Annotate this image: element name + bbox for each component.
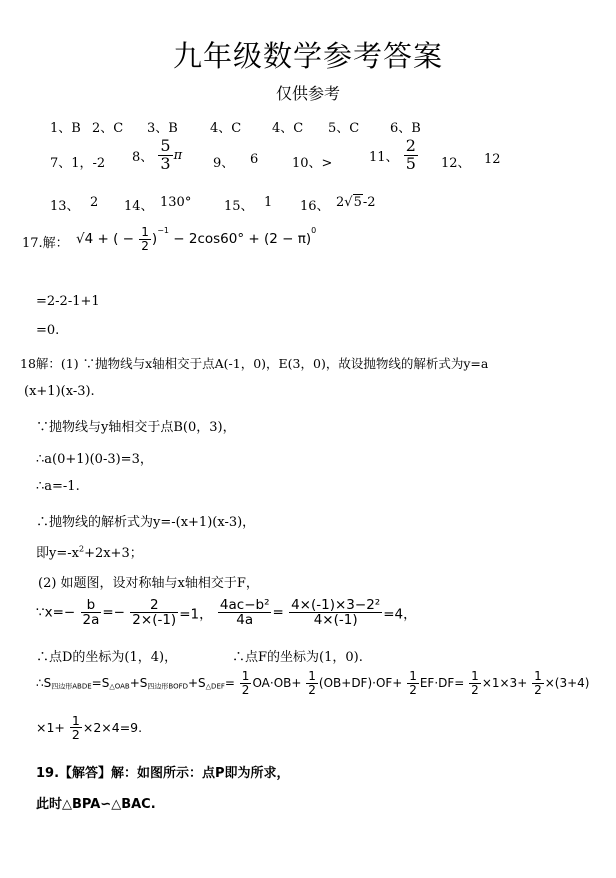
answer-14-value: 130°	[160, 195, 192, 210]
q18-l11-s1-sub: 四边形ABDE	[51, 682, 92, 691]
q17-expr-c: − 2cos60° + (2 − π)	[168, 231, 312, 248]
answer-8-fraction	[158, 138, 172, 173]
q18-l11-s2: =S	[91, 676, 110, 691]
answer-9-value: 6	[250, 152, 259, 167]
answer-7: 7、1，-2	[50, 156, 106, 171]
q18-frac-vertex	[218, 598, 272, 627]
q18-f3-num: 4ac−b²	[219, 597, 270, 613]
q18-l11-s2-sub: △OAB	[109, 682, 130, 691]
half-num: 1	[308, 669, 316, 683]
q18-line6: ∴抛物线的解析式为y=-(x+1)(x-3)，	[36, 515, 256, 530]
q18-l11-half-4	[469, 670, 481, 696]
half-den: 2	[409, 682, 417, 697]
answer-14-label: 14、	[124, 199, 154, 214]
q18-line2: (x+1)(x-3).	[24, 384, 95, 399]
q18-l9-mid1: =−	[102, 604, 125, 621]
answer-8-denominator: 3	[160, 153, 171, 173]
page-title: 九年级数学参考答案	[172, 39, 443, 73]
answer-8-numerator: 5	[160, 136, 171, 155]
answer-8	[132, 138, 182, 173]
answer-8-suffix: π	[173, 147, 183, 163]
answer-11	[369, 138, 419, 173]
half-num: 1	[241, 669, 250, 683]
q18-f4-num: 4×(-1)×3−2²	[291, 597, 381, 613]
answer-1: 1、B	[50, 121, 81, 136]
q18-l11-half-1	[240, 670, 252, 696]
q18-f4-den: 4×(-1)	[313, 612, 358, 629]
q18-line1: 18解：(1) ∵抛物线与x轴相交于点A(-1，0)，E(3，0)，故设抛物线的解析式为y=a	[20, 356, 489, 371]
answer-11-fraction	[404, 138, 418, 173]
answer-11-label: 11、	[369, 149, 399, 165]
answer-16-rest: -2	[362, 195, 376, 210]
q17-label: 17.解：	[22, 236, 69, 251]
q18-l9-pre: ∵x=−	[36, 604, 76, 621]
q18-l11-s3: +S	[129, 676, 148, 691]
q18-l11-eq: =	[224, 676, 235, 691]
half-den: 2	[241, 682, 250, 697]
answer-9-label: 9、	[213, 156, 235, 171]
half-den: 2	[471, 682, 479, 697]
q18-line9	[36, 598, 417, 627]
half-den: 2	[308, 682, 316, 697]
q17-exp2: 0	[311, 226, 317, 236]
q17-exp: −1	[157, 226, 169, 236]
q18-f1-num: b	[81, 598, 102, 613]
q18-line7	[36, 542, 143, 561]
answer-15-value: 1	[264, 195, 273, 210]
q18-frac-2	[130, 598, 178, 627]
q18-frac-b-2a	[81, 598, 102, 627]
q18-l11-s3-sub: 四边形BOFD	[147, 682, 188, 691]
q18-line10b: ∴点F的坐标为(1，0).	[232, 650, 363, 665]
answer-3: 3、B	[147, 121, 178, 136]
answer-12-value: 12	[484, 152, 501, 167]
q19-line2: 此时△BPA∽△BAC.	[36, 797, 156, 812]
q18-f2-den: 2×(-1)	[132, 612, 177, 629]
q18-l11-t3: EF·DF=	[419, 676, 465, 691]
sqrt-icon: √	[344, 195, 353, 210]
q17-step2: =0.	[36, 323, 60, 338]
q18-l12-half	[70, 714, 82, 741]
q18-l12-a: ×1+	[36, 720, 65, 736]
q18-line3: ∵抛物线与y轴相交于点B(0，3)，	[36, 420, 236, 435]
q17-expr-b: )	[151, 231, 158, 248]
q18-l11-t2: (OB+DF)·OF+	[318, 676, 403, 691]
q18-l11-half-3	[407, 670, 419, 696]
answer-6: 6、B	[390, 121, 421, 136]
half-num: 1	[409, 669, 417, 683]
q18-l11-t4: ×1×3+	[481, 676, 528, 691]
q17-half-den: 2	[141, 238, 149, 253]
q18-f2-num: 2	[130, 598, 178, 613]
answer-13-value: 2	[90, 195, 99, 210]
q18-l11-s4: +S	[188, 676, 206, 691]
answer-12-label: 12、	[441, 156, 471, 171]
answer-11-numerator: 2	[405, 136, 416, 155]
page-subtitle: 仅供参考	[275, 84, 340, 103]
q18-l9-mid2: =1，	[179, 606, 213, 623]
q18-l11-half-2	[306, 670, 318, 696]
q18-line12	[36, 714, 142, 741]
q18-line7-sup: 2	[78, 544, 85, 554]
answer-15-label: 15、	[224, 199, 254, 214]
q18-line7-b: +2x+3；	[84, 546, 143, 561]
answer-11-denominator: 5	[405, 153, 416, 173]
q17-half-num: 1	[141, 225, 149, 239]
q18-frac-vertex-value	[289, 598, 382, 627]
q18-l11-t1: OA·OB+	[252, 676, 302, 691]
q18-f3-den: 4a	[236, 612, 254, 629]
q18-line4: ∴a(0+1)(0-3)=3，	[36, 452, 153, 467]
answer-8-label: 8、	[132, 149, 154, 165]
half-num: 1	[71, 713, 80, 728]
q19-line1: 19.【解答】解：如图所示：点P即为所求，	[36, 766, 290, 781]
q18-f1-den: 2a	[82, 612, 100, 629]
q18-line7-a: 即y=-x	[36, 546, 79, 561]
answer-4b: 4、C	[272, 121, 304, 136]
q18-l9-mid3: =	[272, 604, 284, 621]
answer-16-coef: 2	[336, 195, 345, 210]
half-num: 1	[534, 669, 542, 683]
answer-16-radicand: 5	[353, 195, 362, 210]
q17-expr-a: √4 + ( −	[76, 231, 134, 248]
answer-2: 2、C	[92, 121, 124, 136]
q18-l11-s1: ∴S	[36, 676, 52, 691]
q17-step1: =2-2-1+1	[36, 294, 100, 309]
q18-l12-b: ×2×4=9.	[82, 720, 143, 736]
q18-l11-half-5	[532, 670, 544, 696]
q18-line11	[36, 670, 589, 696]
answer-16-value	[336, 195, 376, 210]
answer-10: 10、>	[292, 156, 333, 171]
q17-half	[139, 226, 151, 252]
half-num: 1	[471, 669, 479, 683]
q17-expression	[76, 226, 316, 252]
q18-l9-post: =4，	[383, 606, 417, 623]
half-den: 2	[71, 727, 80, 743]
answer-16-label: 16、	[300, 199, 330, 214]
q18-l11-s4-sub: △DEF	[205, 682, 225, 691]
answer-4: 4、C	[210, 121, 242, 136]
answer-5: 5、C	[328, 121, 360, 136]
answer-13-label: 13、	[50, 199, 80, 214]
q18-line5: ∴a=-1.	[36, 479, 80, 494]
q18-line8: (2) 如题图，设对称轴与x轴相交于F，	[38, 576, 259, 591]
half-den: 2	[534, 682, 542, 697]
q18-l11-t5: ×(3+4)	[544, 676, 590, 691]
q18-line10a: ∴点D的坐标为(1，4)，	[36, 650, 178, 665]
